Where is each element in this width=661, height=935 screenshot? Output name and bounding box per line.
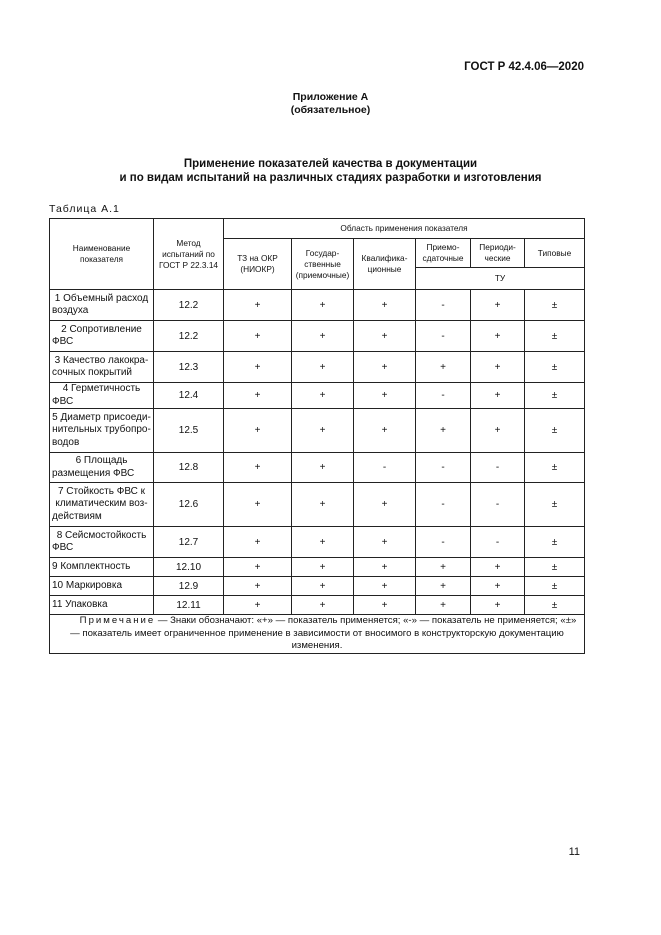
annex-heading: [0, 91, 661, 117]
row-qual: +: [354, 558, 416, 577]
row-state: +: [292, 290, 354, 321]
row-qual: +: [354, 290, 416, 321]
row-name: 9 Комплектность: [50, 558, 154, 577]
row-name: 11 Упаковка: [50, 596, 154, 615]
row-state: +: [292, 321, 354, 352]
row-name: 4 Герметичность ФВС: [50, 383, 154, 409]
row-method: 12.9: [154, 577, 224, 596]
row-accept: +: [416, 577, 471, 596]
row-tz: +: [224, 290, 292, 321]
quality-indicators-table: [49, 218, 585, 654]
row-method: 12.3: [154, 352, 224, 383]
row-name: 2 Сопротивление ФВС: [50, 321, 154, 352]
row-method: 12.7: [154, 527, 224, 558]
row-method: 12.11: [154, 596, 224, 615]
row-typical: ±: [525, 483, 585, 527]
header-periodic: Периодические: [471, 239, 525, 268]
row-tz: +: [224, 596, 292, 615]
row-qual: +: [354, 596, 416, 615]
row-method: 12.6: [154, 483, 224, 527]
row-qual: +: [354, 383, 416, 409]
row-periodic: +: [471, 290, 525, 321]
table-row: [50, 577, 585, 596]
table-row: [50, 352, 585, 383]
header-state: Государственные (приемочные): [292, 239, 354, 290]
row-periodic: -: [471, 483, 525, 527]
row-state: +: [292, 409, 354, 453]
document-title: [0, 157, 661, 185]
row-accept: +: [416, 558, 471, 577]
standard-code: ГОСТ Р 42.4.06—2020: [464, 61, 584, 73]
row-state: +: [292, 352, 354, 383]
row-qual: +: [354, 527, 416, 558]
note-text: — Знаки обозначают: «+» — показатель применяется; «-» — показатель не применяется; «±» — показатель имеет ограниченное применение в зависимости от вносимого в конструкторскую документацию изменения.: [70, 615, 577, 651]
row-accept: +: [416, 352, 471, 383]
row-accept: -: [416, 383, 471, 409]
row-name: 7 Стойкость ФВС к климатическим воздействиям: [50, 483, 154, 527]
note-label: Примечание: [79, 615, 156, 626]
header-tz: ТЗ на ОКР (НИОКР): [224, 239, 292, 290]
row-typical: ±: [525, 527, 585, 558]
row-periodic: +: [471, 558, 525, 577]
row-typical: ±: [525, 596, 585, 615]
table-row: [50, 558, 585, 577]
row-accept: -: [416, 290, 471, 321]
row-state: +: [292, 383, 354, 409]
row-qual: +: [354, 483, 416, 527]
row-accept: -: [416, 453, 471, 483]
header-qual: Квалификационные: [354, 239, 416, 290]
row-state: +: [292, 453, 354, 483]
row-tz: +: [224, 321, 292, 352]
annex-title: Приложение А: [292, 91, 369, 103]
row-typical: ±: [525, 383, 585, 409]
row-typical: ±: [525, 352, 585, 383]
row-periodic: -: [471, 453, 525, 483]
row-periodic: +: [471, 352, 525, 383]
row-name: 8 Сейсмостойкость ФВС: [50, 527, 154, 558]
row-accept: -: [416, 321, 471, 352]
row-periodic: -: [471, 527, 525, 558]
row-method: 12.2: [154, 321, 224, 352]
document-title-line1: Применение показателей качества в документации: [183, 158, 478, 170]
table-row: [50, 527, 585, 558]
row-accept: -: [416, 483, 471, 527]
header-typical: Типовые: [525, 239, 585, 268]
row-accept: +: [416, 596, 471, 615]
row-qual: +: [354, 352, 416, 383]
row-typical: ±: [525, 453, 585, 483]
row-method: 12.4: [154, 383, 224, 409]
row-typical: ±: [525, 558, 585, 577]
row-periodic: +: [471, 577, 525, 596]
row-tz: +: [224, 352, 292, 383]
row-tz: +: [224, 409, 292, 453]
table-row: [50, 321, 585, 352]
row-qual: +: [354, 321, 416, 352]
row-typical: ±: [525, 290, 585, 321]
row-name: 6 Площадь размещения ФВС: [50, 453, 154, 483]
table-row: [50, 483, 585, 527]
row-name: 5 Диаметр присоединительных трубопроводов: [50, 409, 154, 453]
row-state: +: [292, 596, 354, 615]
table-row: [50, 383, 585, 409]
row-state: +: [292, 527, 354, 558]
row-tz: +: [224, 527, 292, 558]
table-caption: Таблица А.1: [49, 203, 120, 215]
header-name: Наименование показателя: [50, 219, 154, 290]
row-name: 1 Объемный расход воздуха: [50, 290, 154, 321]
row-periodic: +: [471, 321, 525, 352]
table-row: [50, 409, 585, 453]
row-method: 12.2: [154, 290, 224, 321]
row-method: 12.5: [154, 409, 224, 453]
row-typical: ±: [525, 321, 585, 352]
header-tu: ТУ: [416, 268, 585, 290]
page-number: 11: [568, 846, 580, 858]
row-state: +: [292, 483, 354, 527]
row-periodic: +: [471, 409, 525, 453]
header-accept: Приемосдаточные: [416, 239, 471, 268]
row-qual: +: [354, 409, 416, 453]
row-tz: +: [224, 483, 292, 527]
row-name: 10 Маркировка: [50, 577, 154, 596]
header-method: Метод испытаний по ГОСТ Р 22.3.14: [154, 219, 224, 290]
row-periodic: +: [471, 596, 525, 615]
row-accept: -: [416, 527, 471, 558]
row-method: 12.10: [154, 558, 224, 577]
header-scope: Область применения показателя: [224, 219, 585, 239]
row-accept: +: [416, 409, 471, 453]
row-tz: +: [224, 558, 292, 577]
table-row: [50, 290, 585, 321]
row-periodic: +: [471, 383, 525, 409]
row-state: +: [292, 577, 354, 596]
row-tz: +: [224, 383, 292, 409]
row-name: 3 Качество лакокрасочных покрытий: [50, 352, 154, 383]
row-qual: -: [354, 453, 416, 483]
row-tz: +: [224, 453, 292, 483]
row-typical: ±: [525, 409, 585, 453]
row-typical: ±: [525, 577, 585, 596]
table-note: [50, 615, 585, 654]
row-method: 12.8: [154, 453, 224, 483]
row-tz: +: [224, 577, 292, 596]
document-title-line2: и по видам испытаний на различных стадиях разработки и изготовления: [119, 172, 542, 184]
annex-status: (обязательное): [290, 104, 371, 116]
table-note-row: [50, 615, 585, 654]
table-row: [50, 453, 585, 483]
table-row: [50, 596, 585, 615]
row-state: +: [292, 558, 354, 577]
row-qual: +: [354, 577, 416, 596]
